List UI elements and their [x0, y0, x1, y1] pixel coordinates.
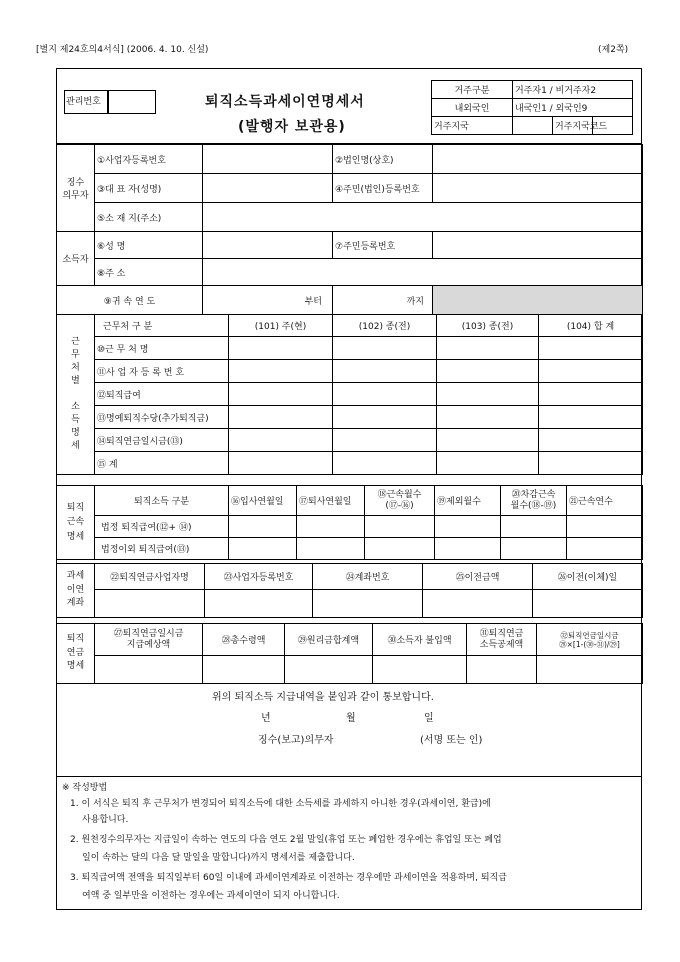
declaration-day[interactable]: 일	[424, 713, 434, 724]
instruction-2b: 일이 속하는 달의 다음 달 말일을 말합니다)까지 명세서를 제출합니다.	[82, 853, 355, 863]
instruction-3b: 여액 중 일부만을 이전하는 경우에는 과세이연이 되지 아니합니다.	[82, 891, 340, 901]
cell[interactable]	[435, 516, 501, 538]
recipient-name-field[interactable]	[203, 232, 333, 259]
residency-value[interactable]: 거주자1 / 비거주자2	[513, 81, 633, 99]
recipient-group: 소득자	[57, 232, 95, 286]
tax-year-label: ⑨귀 속 연 도	[57, 286, 203, 315]
cell[interactable]	[539, 429, 643, 452]
h24-account-no: ㉔계좌번호	[313, 564, 423, 590]
cell[interactable]	[229, 360, 333, 383]
cell[interactable]	[437, 429, 539, 452]
instruction-3: 3. 퇴직급여액 전액을 퇴직일부터 60일 이내에 과세이연계좌로 이전하는 경우에만 과세이연을 적용하며, 퇴직급	[70, 873, 507, 883]
col-101: (101) 주(현)	[229, 315, 333, 337]
cell[interactable]	[285, 656, 373, 684]
row-pension-lump-sum: ⑭퇴직연금일시금(⑬)	[95, 429, 229, 452]
country-field[interactable]	[513, 117, 553, 135]
tax-year-from[interactable]: 부터	[203, 286, 333, 315]
address-field[interactable]	[203, 203, 643, 232]
declaration-signature[interactable]: (서명 또는 인)	[420, 735, 483, 746]
resident-no-field[interactable]	[433, 232, 643, 259]
cell[interactable]	[539, 383, 643, 406]
cell[interactable]	[539, 406, 643, 429]
cell[interactable]	[501, 538, 567, 560]
withholder-label-1: 징수	[66, 178, 85, 188]
cell[interactable]	[467, 656, 537, 684]
recipient-name-label: ⑥성 명	[95, 232, 203, 259]
corp-reg-no-field[interactable]	[433, 174, 643, 203]
workplace-col-header: 근무처 구 분	[95, 315, 229, 337]
cell[interactable]	[435, 538, 501, 560]
cell[interactable]	[365, 516, 435, 538]
corp-reg-no-label: ④주민(법인)등록번호	[333, 174, 433, 203]
cell[interactable]	[229, 337, 333, 360]
row-biz-no: ⑪사 업 자 등 록 번 호	[95, 360, 229, 383]
pension-table	[56, 623, 643, 684]
cell[interactable]	[203, 656, 285, 684]
cell[interactable]	[229, 406, 333, 429]
instruction-2: 2. 원천징수의무자는 지급일이 속하는 연도의 다음 연도 2월 말일(휴업 또는 폐업한 경우에는 휴업일 또는 폐업	[70, 835, 502, 845]
cell[interactable]	[533, 590, 643, 618]
col-103: (103) 종(전)	[437, 315, 539, 337]
service-period-table	[56, 485, 643, 560]
cell[interactable]	[365, 538, 435, 560]
cell[interactable]	[539, 360, 643, 383]
h17-exit-date: ⑰퇴사연월일	[297, 486, 365, 516]
address-label: ⑤소 재 지(주소)	[95, 203, 203, 232]
h19-excluded: ⑲제외월수	[435, 486, 501, 516]
h30-contribution: ㉚소득자 불입액	[373, 624, 467, 656]
cell[interactable]	[333, 383, 437, 406]
residency-table	[431, 80, 633, 135]
cell[interactable]	[437, 452, 539, 475]
col-102: (102) 종(전)	[333, 315, 437, 337]
cell[interactable]	[423, 590, 533, 618]
cell[interactable]	[229, 538, 297, 560]
cell[interactable]	[229, 452, 333, 475]
h26-transfer-date: ㉖이전(이체)일	[533, 564, 643, 590]
cell[interactable]	[373, 656, 467, 684]
country-code-label: 거주지국코드	[553, 117, 593, 135]
declaration-withholder: 징수(보고)의무자	[258, 735, 334, 746]
cell[interactable]	[297, 538, 365, 560]
cell[interactable]	[437, 360, 539, 383]
h20-net-months: ⑳차감근속 월수(⑱-⑲)	[501, 486, 567, 516]
cell[interactable]	[229, 383, 333, 406]
residency-label: 거주구분	[432, 81, 513, 99]
h18-months: ⑱근속월수 (⑰-⑯)	[365, 486, 435, 516]
h21-years: ㉑근속연수	[567, 486, 643, 516]
cell[interactable]	[567, 516, 643, 538]
page-reference: (제2쪽)	[598, 45, 629, 55]
cell[interactable]	[333, 337, 437, 360]
cell[interactable]	[501, 516, 567, 538]
service-side-label: 퇴직 근속 명세	[57, 486, 95, 560]
cell[interactable]	[229, 429, 333, 452]
row-non-statutory: 법정이외 퇴직급여(⑬)	[95, 538, 229, 560]
row-total: ⑮ 계	[95, 452, 229, 475]
nationality-value[interactable]: 내국인1 / 외국인9	[513, 99, 633, 117]
declaration-year[interactable]: 년	[261, 713, 271, 724]
deferral-table	[56, 563, 643, 618]
income-type-label: 퇴직소득 구분	[95, 486, 229, 516]
representative-field[interactable]	[203, 174, 333, 203]
cell[interactable]	[313, 590, 423, 618]
party-table	[56, 144, 643, 315]
cell[interactable]	[437, 337, 539, 360]
resident-no-label: ⑦주민등록번호	[333, 232, 433, 259]
cell[interactable]	[333, 406, 437, 429]
cell[interactable]	[537, 656, 643, 684]
deferral-side-label: 과세 이연 계좌	[57, 564, 95, 618]
row-honorary-allowance: ⑬명예퇴직수당(추가퇴직금)	[95, 406, 229, 429]
cell[interactable]	[95, 590, 205, 618]
col-104: (104) 합 계	[539, 315, 643, 337]
h27-expected: ㉗퇴직연금일시금 지급예상액	[95, 624, 203, 656]
h22-provider: ㉒퇴직연금사업자명	[95, 564, 205, 590]
row-workplace-name: ⑩근 무 처 명	[95, 337, 229, 360]
nationality-label: 내외국인	[432, 99, 513, 117]
cell[interactable]	[205, 590, 313, 618]
cell[interactable]	[229, 516, 297, 538]
country-label: 거주지국	[432, 117, 513, 135]
form-subtitle: (발행자 보관용)	[238, 119, 346, 135]
recipient-address-field[interactable]	[203, 259, 643, 286]
cell[interactable]	[333, 360, 437, 383]
cell[interactable]	[437, 383, 539, 406]
h16-entry-date: ⑯입사연월일	[229, 486, 297, 516]
withholder-group	[57, 145, 95, 232]
withholder-label-2: 의무자	[62, 191, 89, 201]
tax-year-shaded	[433, 286, 643, 315]
h29-principal-interest: ㉙원리금합계액	[285, 624, 373, 656]
instruction-1: 1. 이 서식은 퇴직 후 근무처가 변경되어 퇴직소득에 대한 소득세를 과세하지 아니한 경우(과세이연, 환급)에	[70, 799, 491, 809]
h31-deduction: ㉛퇴직연금 소득공제액	[467, 624, 537, 656]
cell[interactable]	[539, 452, 643, 475]
biz-no-label: ①사업자등록번호	[95, 145, 203, 174]
cell[interactable]	[567, 538, 643, 560]
instructions-heading: ※ 작성방법	[62, 783, 108, 793]
biz-no-field[interactable]	[203, 145, 333, 174]
workplace-table	[56, 314, 643, 475]
recipient-address-label: ⑧주 소	[95, 259, 203, 286]
representative-label: ③대 표 자(성명)	[95, 174, 203, 203]
row-retirement-pay: ⑫퇴직급여	[95, 383, 229, 406]
h23-biz-no: ㉓사업자등록번호	[205, 564, 313, 590]
cell[interactable]	[297, 516, 365, 538]
cell[interactable]	[333, 452, 437, 475]
h25-transfer-amount: ㉕이전금액	[423, 564, 533, 590]
cell[interactable]	[437, 406, 539, 429]
form-reference: [별지 제24호의4서식] (2006. 4. 10. 신설)	[36, 45, 209, 55]
h32-lump-sum-formula: ㉜퇴직연금일시금 ㉘×[1-(㉚-㉛)/㉙]	[537, 624, 643, 656]
corp-name-field[interactable]	[433, 145, 643, 174]
cell[interactable]	[95, 656, 203, 684]
workplace-side-label: 근 무 처 별 소 득 명 세	[57, 315, 95, 475]
cell[interactable]	[539, 337, 643, 360]
declaration-statement: 위의 퇴직소득 지급내역을 붙임과 같이 통보합니다.	[212, 692, 434, 703]
h28-total-received: ㉘총수령액	[203, 624, 285, 656]
cell[interactable]	[333, 429, 437, 452]
declaration-month[interactable]: 월	[346, 713, 356, 724]
row-statutory: 법정 퇴직급여(⑫+ ⑭)	[95, 516, 229, 538]
mgmt-no-field[interactable]	[108, 90, 156, 114]
corp-name-label: ②법인명(상호)	[333, 145, 433, 174]
tax-year-to[interactable]: 까지	[333, 286, 433, 315]
pension-side-label: 퇴직 연금 명세	[57, 624, 95, 684]
instruction-1b: 사용합니다.	[82, 815, 129, 825]
mgmt-no-label: 관리번호	[66, 97, 101, 107]
form-title: 퇴직소득과세이연명세서	[205, 94, 365, 110]
